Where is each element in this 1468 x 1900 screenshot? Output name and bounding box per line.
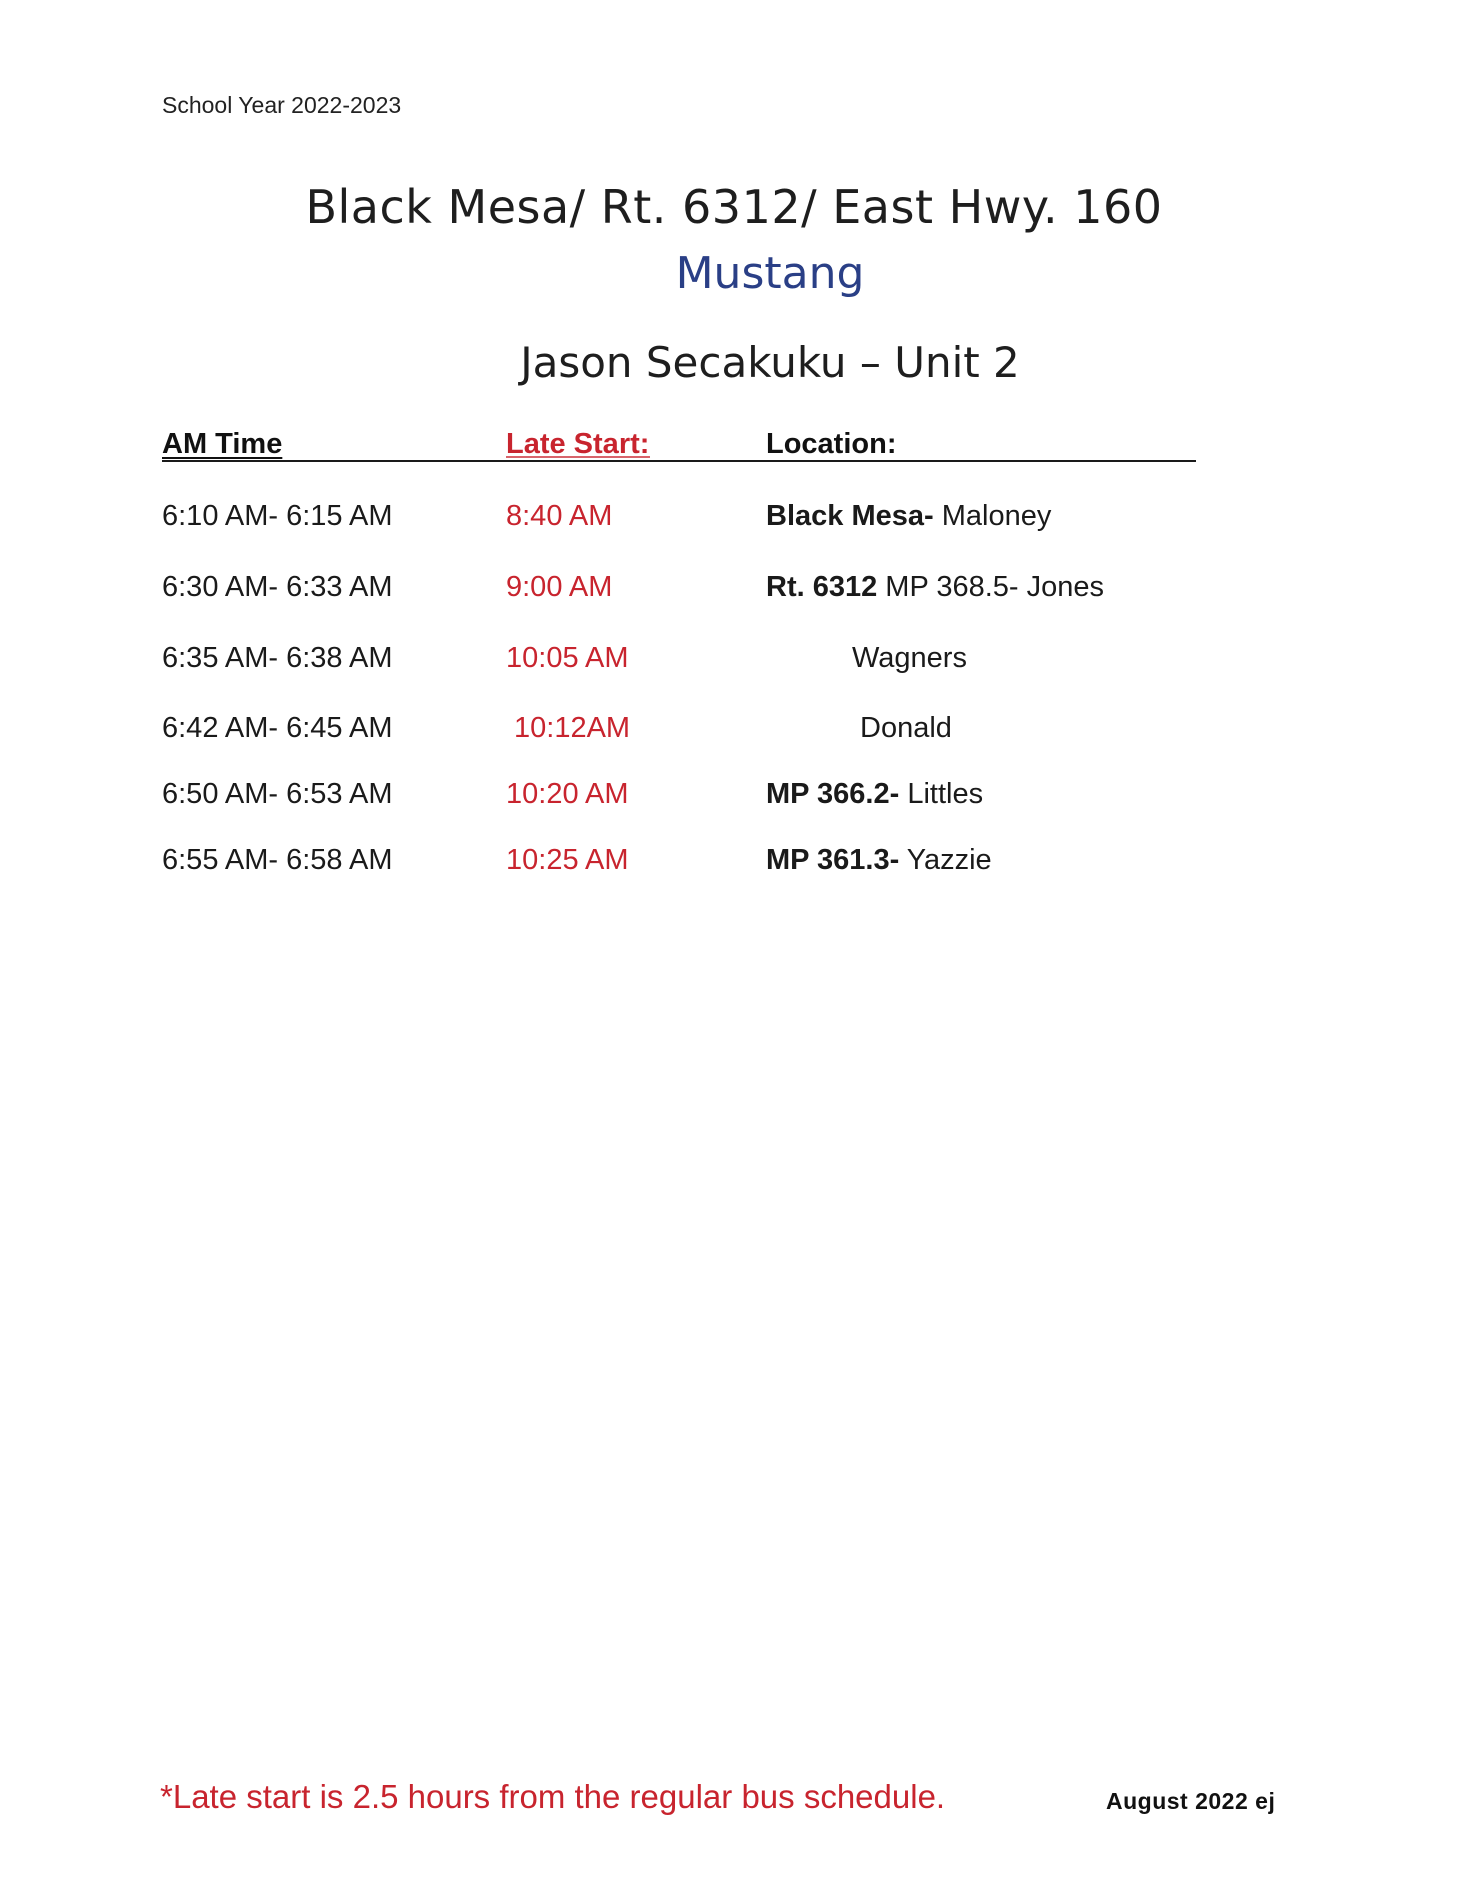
location-bold: Rt. 6312 — [766, 571, 878, 603]
am-time-cell: 6:55 AM- 6:58 AM — [162, 844, 393, 876]
route-subtitle: Mustang — [675, 248, 865, 299]
header-am-time: AM Time — [162, 428, 283, 460]
location-rest: Wagners — [852, 642, 967, 674]
location-cell — [766, 500, 1051, 533]
route-title: Black Mesa/ Rt. 6312/ East Hwy. 160 — [305, 180, 1163, 234]
location-cell — [766, 844, 992, 877]
school-year: School Year 2022-2023 — [162, 92, 402, 118]
location-rest: MP 368.5- Jones — [877, 571, 1104, 603]
header-divider — [162, 460, 1196, 462]
am-time-cell: 6:42 AM- 6:45 AM — [162, 712, 393, 744]
location-cell — [852, 642, 967, 675]
location-rest: Donald — [860, 712, 952, 744]
table-row — [0, 712, 1468, 752]
location-bold: Black Mesa- — [766, 500, 934, 532]
late-start-cell: 10:25 AM — [506, 844, 629, 876]
late-start-footnote: *Late start is 2.5 hours from the regular bus schedule. — [160, 1778, 946, 1815]
table-row — [0, 571, 1468, 611]
location-cell — [766, 778, 983, 811]
late-start-underline — [506, 456, 650, 458]
late-start-cell: 10:20 AM — [506, 778, 629, 810]
header-location: Location: — [766, 428, 897, 460]
location-rest: Yazzie — [899, 844, 992, 876]
location-cell — [766, 571, 1104, 604]
late-start-cell: 8:40 AM — [506, 500, 613, 532]
location-cell — [860, 712, 952, 745]
am-time-cell: 6:10 AM- 6:15 AM — [162, 500, 393, 532]
table-header — [0, 428, 1468, 464]
location-rest: Maloney — [933, 500, 1052, 532]
am-time-cell: 6:50 AM- 6:53 AM — [162, 778, 393, 810]
table-row — [0, 778, 1468, 818]
late-start-cell: 10:12AM — [514, 712, 631, 744]
location-rest: Littles — [899, 778, 984, 810]
signoff: August 2022 ej — [1106, 1788, 1276, 1814]
late-start-cell: 10:05 AM — [506, 642, 629, 674]
table-row — [0, 844, 1468, 884]
location-bold: MP 361.3- — [766, 844, 900, 876]
location-bold: MP 366.2- — [766, 778, 900, 810]
table-row — [0, 500, 1468, 540]
table-row — [0, 642, 1468, 682]
driver-unit: Jason Secakuku – Unit 2 — [520, 338, 1020, 387]
header-late-start: Late Start: — [506, 428, 650, 460]
am-time-cell: 6:35 AM- 6:38 AM — [162, 642, 393, 674]
am-time-cell: 6:30 AM- 6:33 AM — [162, 571, 393, 603]
late-start-cell: 9:00 AM — [506, 571, 613, 603]
